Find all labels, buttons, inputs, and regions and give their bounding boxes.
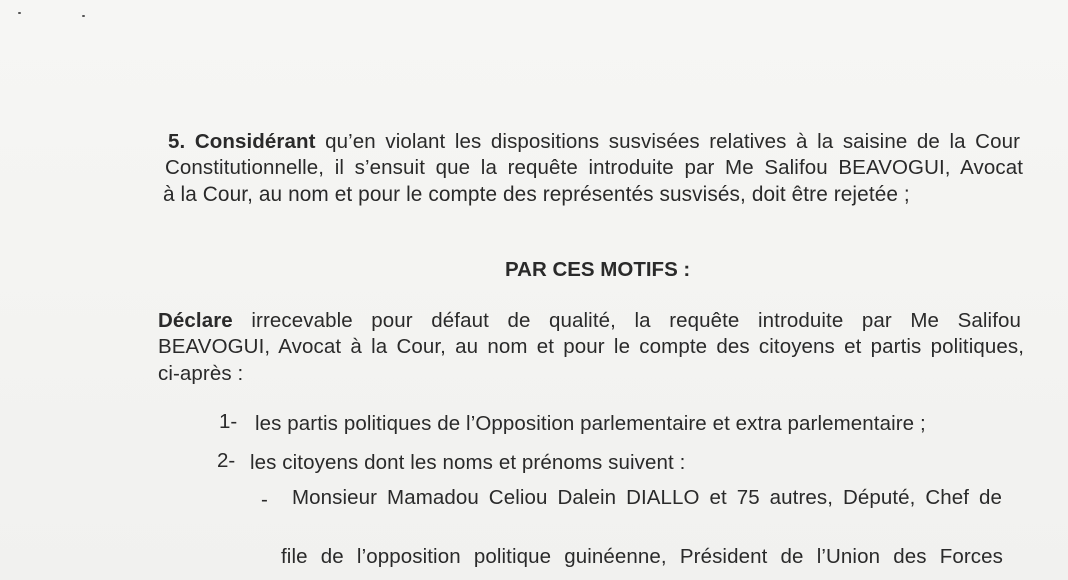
declare-line-2: BEAVOGUI, Avocat à la Cour, au nom et pour le compte des citoyens et partis politiques, [158,335,1024,358]
section-heading: PAR CES MOTIFS : [505,258,691,281]
scan-speck [82,15,85,17]
scan-speck [18,12,21,14]
paragraph-5-line-1 [168,130,1020,154]
list-item-number: 2- [217,449,236,472]
list-item-text: les citoyens dont les noms et prénoms suivent : [250,451,686,474]
declare-line-3: ci-après : [158,362,244,385]
list-item-number: 1- [219,410,238,433]
paragraph-5-line-2: Constitutionnelle, il s’ensuit que la requête introduite par Me Salifou BEAVOGUI, Avocat [165,156,1023,179]
paragraph-5-line-1-text: qu’en violant les dispositions susvisées relatives à la saisine de la Cour [325,130,1020,153]
sub-list-line-1: Monsieur Mamadou Celiou Dalein DIALLO et 75 autres, Député, Chef de [292,486,1002,509]
declare-lead: Déclare [158,309,233,332]
paragraph-5-line-3: à la Cour, au nom et pour le compte des représentés susvisés, doit être rejetée ; [163,183,910,206]
paragraph-5-lead: 5. Considérant [168,130,316,153]
list-item-text: les partis politiques de l’Opposition parlementaire et extra parlementaire ; [255,412,926,435]
declare-line-1 [158,309,1021,333]
sub-list-dash: - [261,488,268,511]
declare-line-1-text: irrecevable pour défaut de qualité, la requête introduite par Me Salifou [251,309,1022,332]
sub-list-line-2: file de l’opposition politique guinéenne, Président de l’Union des Forces [281,545,1003,568]
